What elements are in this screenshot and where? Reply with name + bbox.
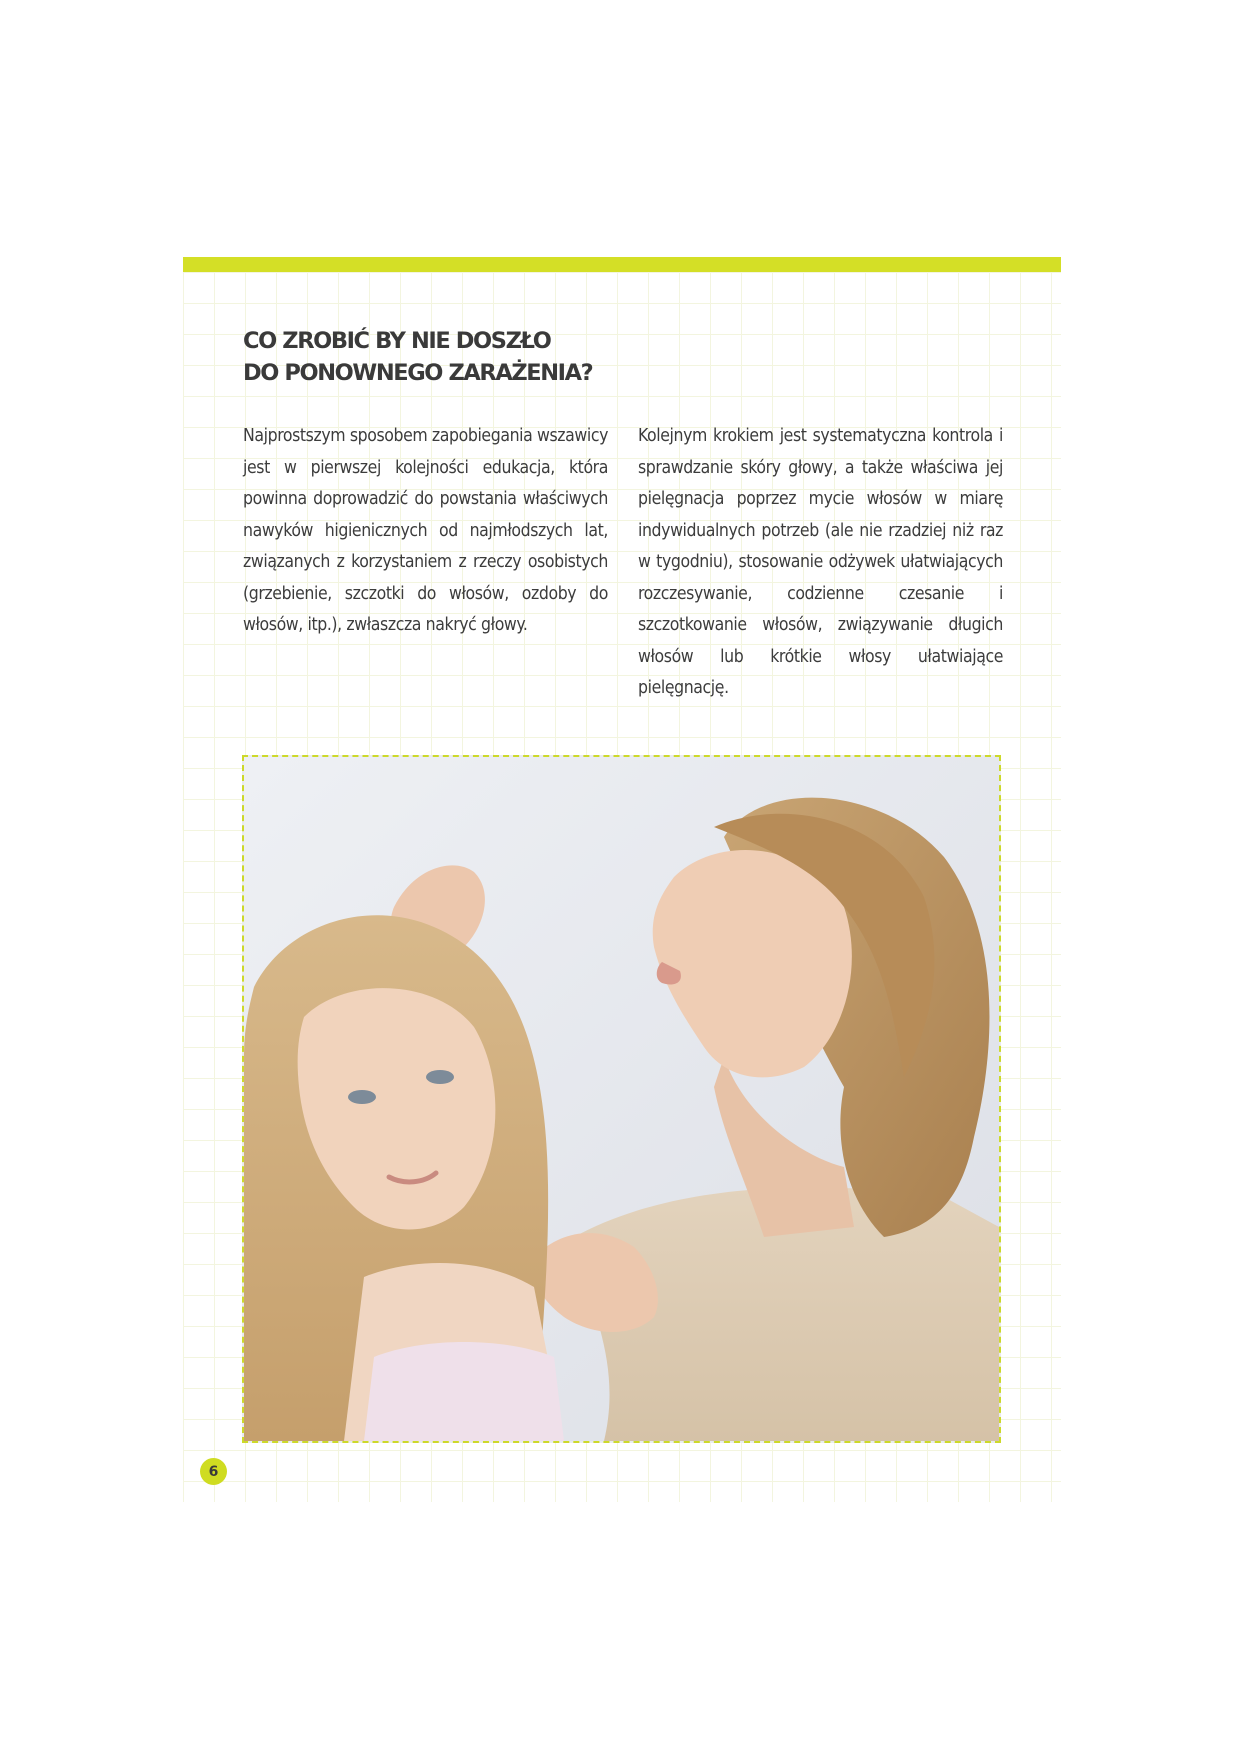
text-column-left: Najprostszym sposobem zapobiegania wszawicy jest w pierwszej kolejności edukacja, która powinna doprowadzić do powstania właściwych nawyków higienicznych od najmłodszych lat, związanych z korzystaniem z rzeczy osobistych (grzebienie, szczotki do włosów, ozdoby do włosów, itp.), zwłaszcza nakryć głowy. (243, 426, 608, 635)
section-heading (243, 325, 843, 389)
heading-line-1: CO ZROBIĆ BY NIE DOSZŁO (243, 328, 551, 354)
photo-mother-checking-daughter-hair (242, 755, 1001, 1443)
accent-top-bar (183, 257, 1061, 272)
text-column-right: Kolejnym krokiem jest systematyczna kontrola i sprawdzanie skóry głowy, a także właściwa jej pielęgnacja poprzez mycie włosów w miarę indywidualnych potrzeb (ale nie rzadziej niż raz w tygodniu), stosowanie odżywek ułatwiających rozczesywanie, codzienne czesanie i szczotkowanie włosów, związywanie długich włosów lub krótkie włosy ułatwiające pielęgnację. (638, 426, 1003, 698)
page-number-badge: 6 (200, 1458, 227, 1485)
heading-line-2: DO PONOWNEGO ZARAŻENIA? (243, 360, 593, 386)
